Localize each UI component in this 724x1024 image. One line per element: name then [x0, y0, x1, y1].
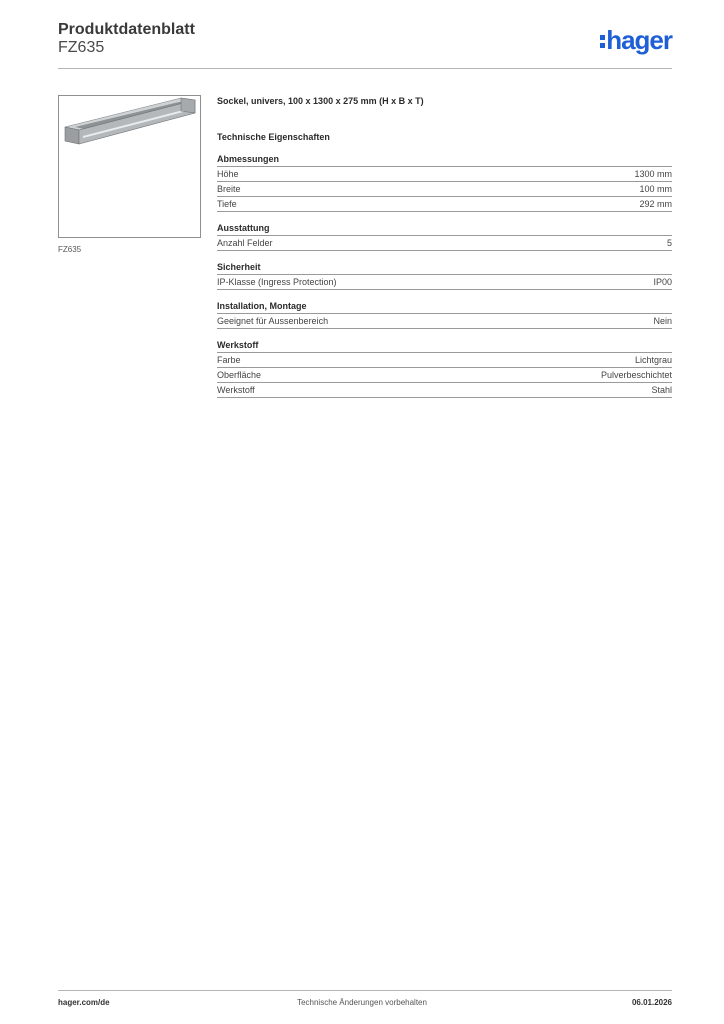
- spec-label: Breite: [217, 184, 241, 194]
- section-werkstoff: [217, 339, 672, 398]
- spec-row: [217, 167, 672, 182]
- spec-label: Oberfläche: [217, 370, 262, 380]
- spec-value: Lichtgrau: [634, 355, 672, 365]
- spec-row: [217, 314, 672, 329]
- logo-colon-icon: [600, 33, 605, 48]
- section-title: Installation, Montage: [217, 300, 672, 314]
- hager-logo: [600, 27, 672, 53]
- spec-value: 1300 mm: [634, 169, 672, 179]
- spec-label: IP-Klasse (Ingress Protection): [217, 277, 337, 287]
- section-ausstattung: [217, 222, 672, 251]
- logo-text: hager: [606, 25, 672, 55]
- product-description: Sockel, univers, 100 x 1300 x 275 mm (H x B x T): [217, 96, 424, 106]
- section-installation: [217, 300, 672, 329]
- spec-row: [217, 236, 672, 251]
- image-caption: FZ635: [58, 245, 82, 254]
- footer-website: hager.com/de: [58, 998, 110, 1007]
- spec-value: 5: [666, 238, 672, 248]
- footer-divider: [58, 990, 672, 991]
- product-specs: [217, 95, 672, 398]
- footer-date: 06.01.2026: [631, 998, 672, 1007]
- spec-label: Farbe: [217, 355, 241, 365]
- spec-row: [217, 197, 672, 212]
- spec-label: Tiefe: [217, 199, 237, 209]
- spec-row: [217, 383, 672, 398]
- section-abmessungen: [217, 153, 672, 212]
- spec-value: Stahl: [651, 385, 672, 395]
- product-code: FZ635: [58, 39, 105, 56]
- spec-label: Höhe: [217, 169, 239, 179]
- spec-value: Nein: [653, 316, 672, 326]
- spec-row: [217, 182, 672, 197]
- section-sicherheit: [217, 261, 672, 290]
- spec-label: Geeignet für Aussenbereich: [217, 316, 329, 326]
- spec-row: [217, 368, 672, 383]
- spec-value: 100 mm: [639, 184, 672, 194]
- section-title: Ausstattung: [217, 222, 672, 236]
- spec-value: IP00: [653, 277, 672, 287]
- spec-row: [217, 275, 672, 290]
- product-image: [58, 95, 201, 238]
- tech-properties-heading: Technische Eigenschaften: [217, 132, 330, 142]
- spec-row: [217, 353, 672, 368]
- footer-notice: Technische Änderungen vorbehalten: [297, 998, 427, 1007]
- header-divider: [58, 68, 672, 69]
- spec-value: 292 mm: [639, 199, 672, 209]
- spec-label: Anzahl Felder: [217, 238, 273, 248]
- page-title: Produktdatenblatt: [58, 21, 195, 38]
- spec-value: Pulverbeschichtet: [600, 370, 672, 380]
- section-title: Werkstoff: [217, 339, 672, 353]
- spec-label: Werkstoff: [217, 385, 255, 395]
- section-title: Abmessungen: [217, 153, 672, 167]
- section-title: Sicherheit: [217, 261, 672, 275]
- plinth-icon: [59, 96, 200, 237]
